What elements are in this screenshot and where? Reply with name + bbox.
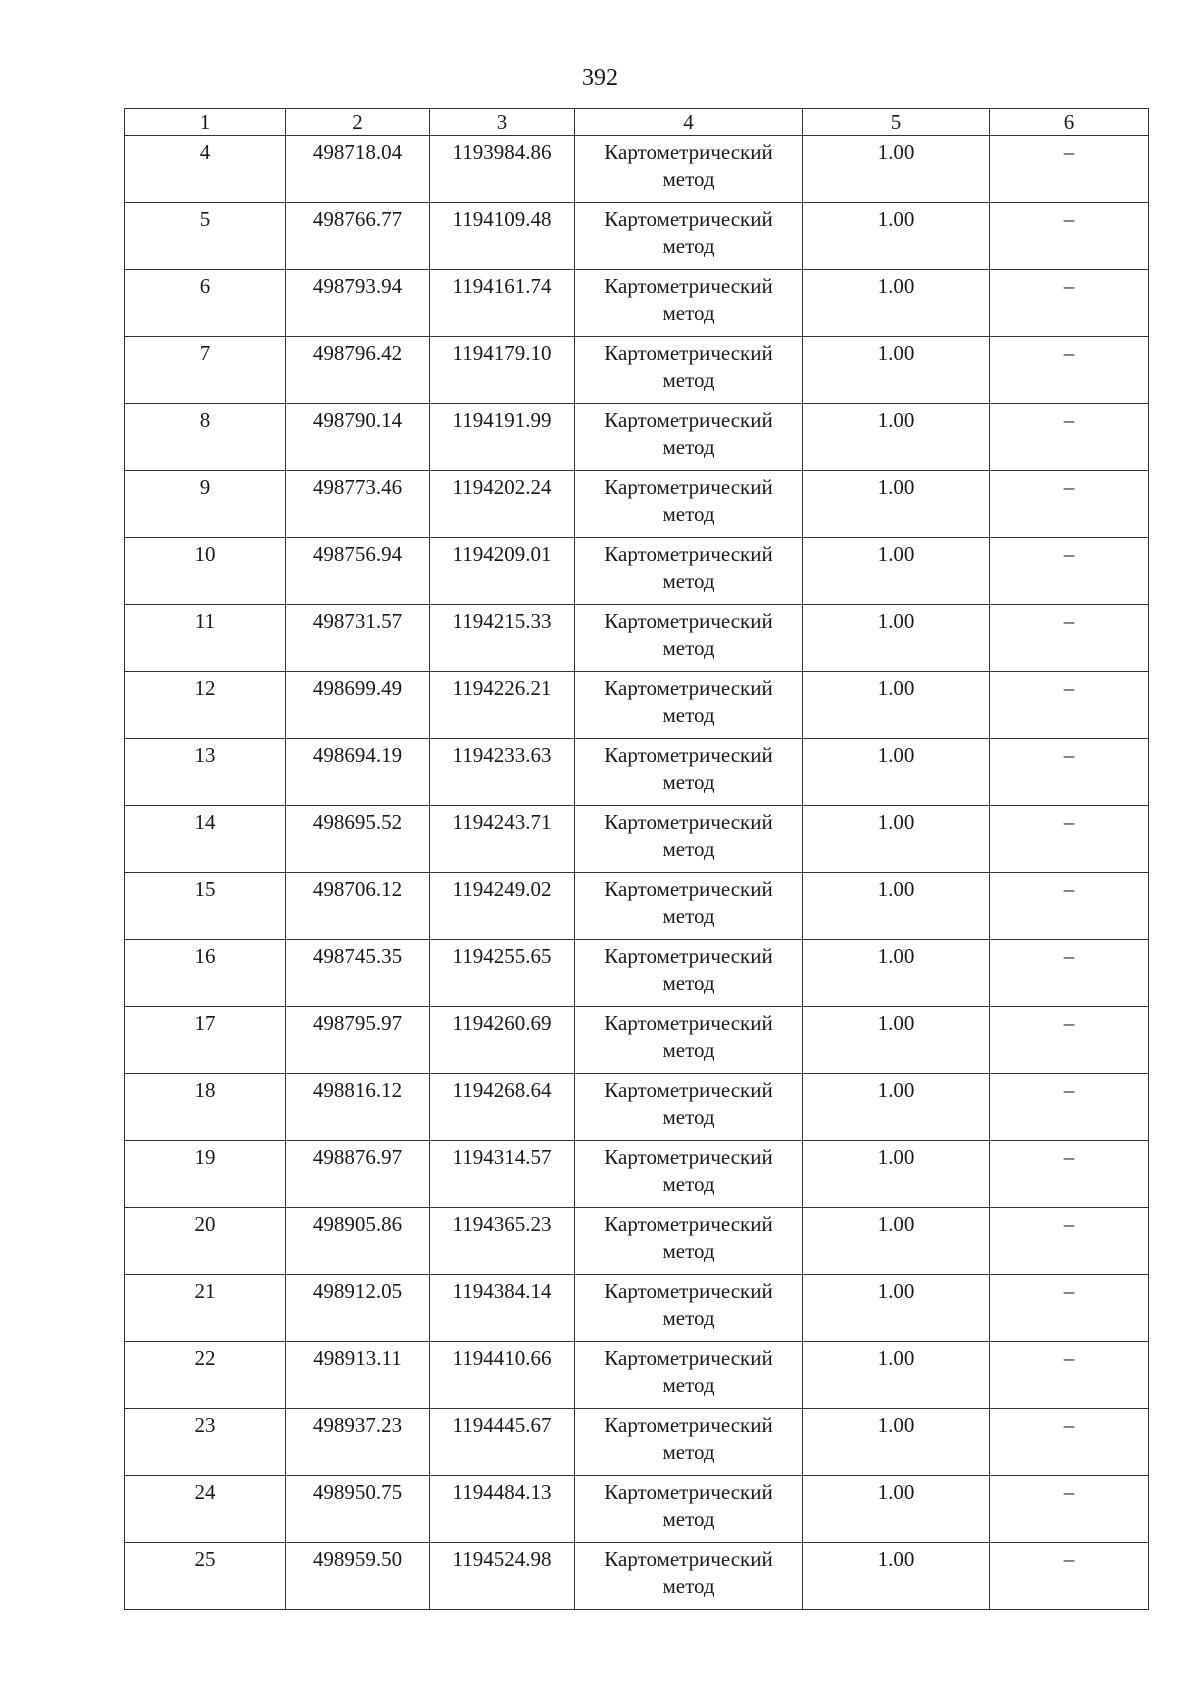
method-cell (575, 1007, 803, 1074)
table-row (125, 337, 1149, 404)
method-text-line-1: Картометрический (604, 274, 773, 298)
coordinates-table (124, 108, 1149, 1610)
method-text-line-2: метод (662, 837, 715, 861)
accuracy-cell: 1.00 (803, 1543, 990, 1610)
point-number-cell: 7 (125, 337, 286, 404)
accuracy-cell: 1.00 (803, 1342, 990, 1409)
note-cell: – (990, 672, 1149, 739)
method-cell (575, 1141, 803, 1208)
method-text-line-2: метод (662, 1574, 715, 1598)
note-cell: – (990, 739, 1149, 806)
note-cell: – (990, 873, 1149, 940)
method-cell (575, 1476, 803, 1543)
point-number-cell: 17 (125, 1007, 286, 1074)
method-text-line-1: Картометрический (604, 475, 773, 499)
note-cell: – (990, 1476, 1149, 1543)
note-cell: – (990, 337, 1149, 404)
method-text-line-2: метод (662, 1239, 715, 1263)
y-coordinate-cell: 1194191.99 (430, 404, 575, 471)
note-cell: – (990, 538, 1149, 605)
point-number-cell: 25 (125, 1543, 286, 1610)
method-text-line-2: метод (662, 1440, 715, 1464)
point-number-cell: 23 (125, 1409, 286, 1476)
table-row (125, 672, 1149, 739)
x-coordinate-cell: 498796.42 (286, 337, 430, 404)
x-coordinate-cell: 498766.77 (286, 203, 430, 270)
x-coordinate-cell: 498959.50 (286, 1543, 430, 1610)
method-text-line-1: Картометрический (604, 207, 773, 231)
method-cell (575, 538, 803, 605)
y-coordinate-cell: 1194314.57 (430, 1141, 575, 1208)
table-row (125, 1543, 1149, 1610)
accuracy-cell: 1.00 (803, 1409, 990, 1476)
table-row (125, 136, 1149, 203)
y-coordinate-cell: 1194484.13 (430, 1476, 575, 1543)
table-row (125, 1074, 1149, 1141)
method-text-line-1: Картометрический (604, 408, 773, 432)
accuracy-cell: 1.00 (803, 672, 990, 739)
x-coordinate-cell: 498695.52 (286, 806, 430, 873)
point-number-cell: 9 (125, 471, 286, 538)
method-cell (575, 1208, 803, 1275)
table-row (125, 1476, 1149, 1543)
table-header-row (125, 109, 1149, 136)
point-number-cell: 11 (125, 605, 286, 672)
method-text-line-2: метод (662, 770, 715, 794)
x-coordinate-cell: 498795.97 (286, 1007, 430, 1074)
column-header: 5 (803, 109, 990, 136)
method-cell (575, 1409, 803, 1476)
column-header: 2 (286, 109, 430, 136)
y-coordinate-cell: 1194226.21 (430, 672, 575, 739)
x-coordinate-cell: 498816.12 (286, 1074, 430, 1141)
method-cell (575, 672, 803, 739)
x-coordinate-cell: 498950.75 (286, 1476, 430, 1543)
method-text-line-2: метод (662, 1507, 715, 1531)
x-coordinate-cell: 498756.94 (286, 538, 430, 605)
table-row (125, 806, 1149, 873)
accuracy-cell: 1.00 (803, 739, 990, 806)
table-row (125, 1208, 1149, 1275)
y-coordinate-cell: 1194243.71 (430, 806, 575, 873)
accuracy-cell: 1.00 (803, 203, 990, 270)
point-number-cell: 21 (125, 1275, 286, 1342)
accuracy-cell: 1.00 (803, 605, 990, 672)
y-coordinate-cell: 1194255.65 (430, 940, 575, 1007)
table-row (125, 1409, 1149, 1476)
accuracy-cell: 1.00 (803, 1208, 990, 1275)
point-number-cell: 14 (125, 806, 286, 873)
method-text-line-2: метод (662, 971, 715, 995)
y-coordinate-cell: 1193984.86 (430, 136, 575, 203)
method-text-line-1: Картометрический (604, 341, 773, 365)
method-cell (575, 873, 803, 940)
x-coordinate-cell: 498718.04 (286, 136, 430, 203)
note-cell: – (990, 1409, 1149, 1476)
note-cell: – (990, 940, 1149, 1007)
table-row (125, 1007, 1149, 1074)
method-text-line-1: Картометрический (604, 877, 773, 901)
note-cell: – (990, 1543, 1149, 1610)
accuracy-cell: 1.00 (803, 1275, 990, 1342)
point-number-cell: 24 (125, 1476, 286, 1543)
x-coordinate-cell: 498699.49 (286, 672, 430, 739)
y-coordinate-cell: 1194365.23 (430, 1208, 575, 1275)
accuracy-cell: 1.00 (803, 538, 990, 605)
method-text-line-2: метод (662, 904, 715, 928)
accuracy-cell: 1.00 (803, 471, 990, 538)
note-cell: – (990, 1275, 1149, 1342)
y-coordinate-cell: 1194268.64 (430, 1074, 575, 1141)
x-coordinate-cell: 498745.35 (286, 940, 430, 1007)
point-number-cell: 22 (125, 1342, 286, 1409)
table-row (125, 1275, 1149, 1342)
accuracy-cell: 1.00 (803, 136, 990, 203)
column-header: 4 (575, 109, 803, 136)
method-cell (575, 806, 803, 873)
method-text-line-2: метод (662, 1172, 715, 1196)
method-cell (575, 1074, 803, 1141)
point-number-cell: 5 (125, 203, 286, 270)
method-text-line-1: Картометрический (604, 140, 773, 164)
y-coordinate-cell: 1194209.01 (430, 538, 575, 605)
y-coordinate-cell: 1194410.66 (430, 1342, 575, 1409)
method-text-line-2: метод (662, 167, 715, 191)
note-cell: – (990, 203, 1149, 270)
accuracy-cell: 1.00 (803, 806, 990, 873)
x-coordinate-cell: 498793.94 (286, 270, 430, 337)
x-coordinate-cell: 498937.23 (286, 1409, 430, 1476)
method-text-line-1: Картометрический (604, 1279, 773, 1303)
x-coordinate-cell: 498694.19 (286, 739, 430, 806)
accuracy-cell: 1.00 (803, 270, 990, 337)
accuracy-cell: 1.00 (803, 1476, 990, 1543)
method-text-line-1: Картометрический (604, 1011, 773, 1035)
y-coordinate-cell: 1194260.69 (430, 1007, 575, 1074)
note-cell: – (990, 1141, 1149, 1208)
accuracy-cell: 1.00 (803, 404, 990, 471)
method-text-line-1: Картометрический (604, 1547, 773, 1571)
table-row (125, 404, 1149, 471)
method-text-line-1: Картометрический (604, 743, 773, 767)
accuracy-cell: 1.00 (803, 337, 990, 404)
method-text-line-2: метод (662, 636, 715, 660)
x-coordinate-cell: 498731.57 (286, 605, 430, 672)
point-number-cell: 4 (125, 136, 286, 203)
accuracy-cell: 1.00 (803, 1007, 990, 1074)
method-text-line-1: Картометрический (604, 1480, 773, 1504)
table-row (125, 739, 1149, 806)
method-cell (575, 1543, 803, 1610)
method-text-line-1: Картометрический (604, 1346, 773, 1370)
method-text-line-2: метод (662, 502, 715, 526)
table-row (125, 538, 1149, 605)
method-text-line-1: Картометрический (604, 542, 773, 566)
method-cell (575, 739, 803, 806)
point-number-cell: 6 (125, 270, 286, 337)
note-cell: – (990, 806, 1149, 873)
note-cell: – (990, 605, 1149, 672)
table-row (125, 940, 1149, 1007)
y-coordinate-cell: 1194524.98 (430, 1543, 575, 1610)
method-text-line-1: Картометрический (604, 1212, 773, 1236)
method-cell (575, 337, 803, 404)
note-cell: – (990, 1074, 1149, 1141)
note-cell: – (990, 1342, 1149, 1409)
accuracy-cell: 1.00 (803, 873, 990, 940)
x-coordinate-cell: 498905.86 (286, 1208, 430, 1275)
x-coordinate-cell: 498706.12 (286, 873, 430, 940)
table-row (125, 605, 1149, 672)
method-text-line-1: Картометрический (604, 609, 773, 633)
column-header: 6 (990, 109, 1149, 136)
method-cell (575, 1275, 803, 1342)
y-coordinate-cell: 1194233.63 (430, 739, 575, 806)
note-cell: – (990, 136, 1149, 203)
y-coordinate-cell: 1194161.74 (430, 270, 575, 337)
table-row (125, 1342, 1149, 1409)
x-coordinate-cell: 498913.11 (286, 1342, 430, 1409)
accuracy-cell: 1.00 (803, 1074, 990, 1141)
point-number-cell: 13 (125, 739, 286, 806)
y-coordinate-cell: 1194384.14 (430, 1275, 575, 1342)
method-cell (575, 1342, 803, 1409)
note-cell: – (990, 270, 1149, 337)
method-text-line-1: Картометрический (604, 676, 773, 700)
table-row (125, 270, 1149, 337)
point-number-cell: 10 (125, 538, 286, 605)
method-text-line-1: Картометрический (604, 1078, 773, 1102)
table-body (125, 136, 1149, 1610)
x-coordinate-cell: 498773.46 (286, 471, 430, 538)
accuracy-cell: 1.00 (803, 1141, 990, 1208)
table-row (125, 203, 1149, 270)
y-coordinate-cell: 1194179.10 (430, 337, 575, 404)
x-coordinate-cell: 498790.14 (286, 404, 430, 471)
y-coordinate-cell: 1194445.67 (430, 1409, 575, 1476)
method-cell (575, 136, 803, 203)
method-text-line-2: метод (662, 703, 715, 727)
method-text-line-1: Картометрический (604, 944, 773, 968)
y-coordinate-cell: 1194249.02 (430, 873, 575, 940)
method-text-line-1: Картометрический (604, 810, 773, 834)
point-number-cell: 19 (125, 1141, 286, 1208)
note-cell: – (990, 1007, 1149, 1074)
x-coordinate-cell: 498876.97 (286, 1141, 430, 1208)
method-cell (575, 940, 803, 1007)
point-number-cell: 12 (125, 672, 286, 739)
method-text-line-2: метод (662, 1105, 715, 1129)
method-text-line-2: метод (662, 1373, 715, 1397)
y-coordinate-cell: 1194202.24 (430, 471, 575, 538)
accuracy-cell: 1.00 (803, 940, 990, 1007)
table-row (125, 873, 1149, 940)
point-number-cell: 20 (125, 1208, 286, 1275)
method-text-line-2: метод (662, 435, 715, 459)
column-header: 3 (430, 109, 575, 136)
table-row (125, 1141, 1149, 1208)
y-coordinate-cell: 1194215.33 (430, 605, 575, 672)
table-row (125, 471, 1149, 538)
method-text-line-2: метод (662, 301, 715, 325)
point-number-cell: 8 (125, 404, 286, 471)
method-text-line-2: метод (662, 1038, 715, 1062)
point-number-cell: 18 (125, 1074, 286, 1141)
page-number: 392 (582, 65, 618, 91)
method-cell (575, 270, 803, 337)
method-text-line-1: Картометрический (604, 1145, 773, 1169)
method-text-line-2: метод (662, 368, 715, 392)
method-cell (575, 203, 803, 270)
method-text-line-2: метод (662, 1306, 715, 1330)
method-text-line-1: Картометрический (604, 1413, 773, 1437)
note-cell: – (990, 404, 1149, 471)
method-text-line-2: метод (662, 569, 715, 593)
method-cell (575, 404, 803, 471)
method-text-line-2: метод (662, 234, 715, 258)
method-cell (575, 471, 803, 538)
note-cell: – (990, 471, 1149, 538)
method-cell (575, 605, 803, 672)
point-number-cell: 15 (125, 873, 286, 940)
y-coordinate-cell: 1194109.48 (430, 203, 575, 270)
column-header: 1 (125, 109, 286, 136)
note-cell: – (990, 1208, 1149, 1275)
x-coordinate-cell: 498912.05 (286, 1275, 430, 1342)
point-number-cell: 16 (125, 940, 286, 1007)
